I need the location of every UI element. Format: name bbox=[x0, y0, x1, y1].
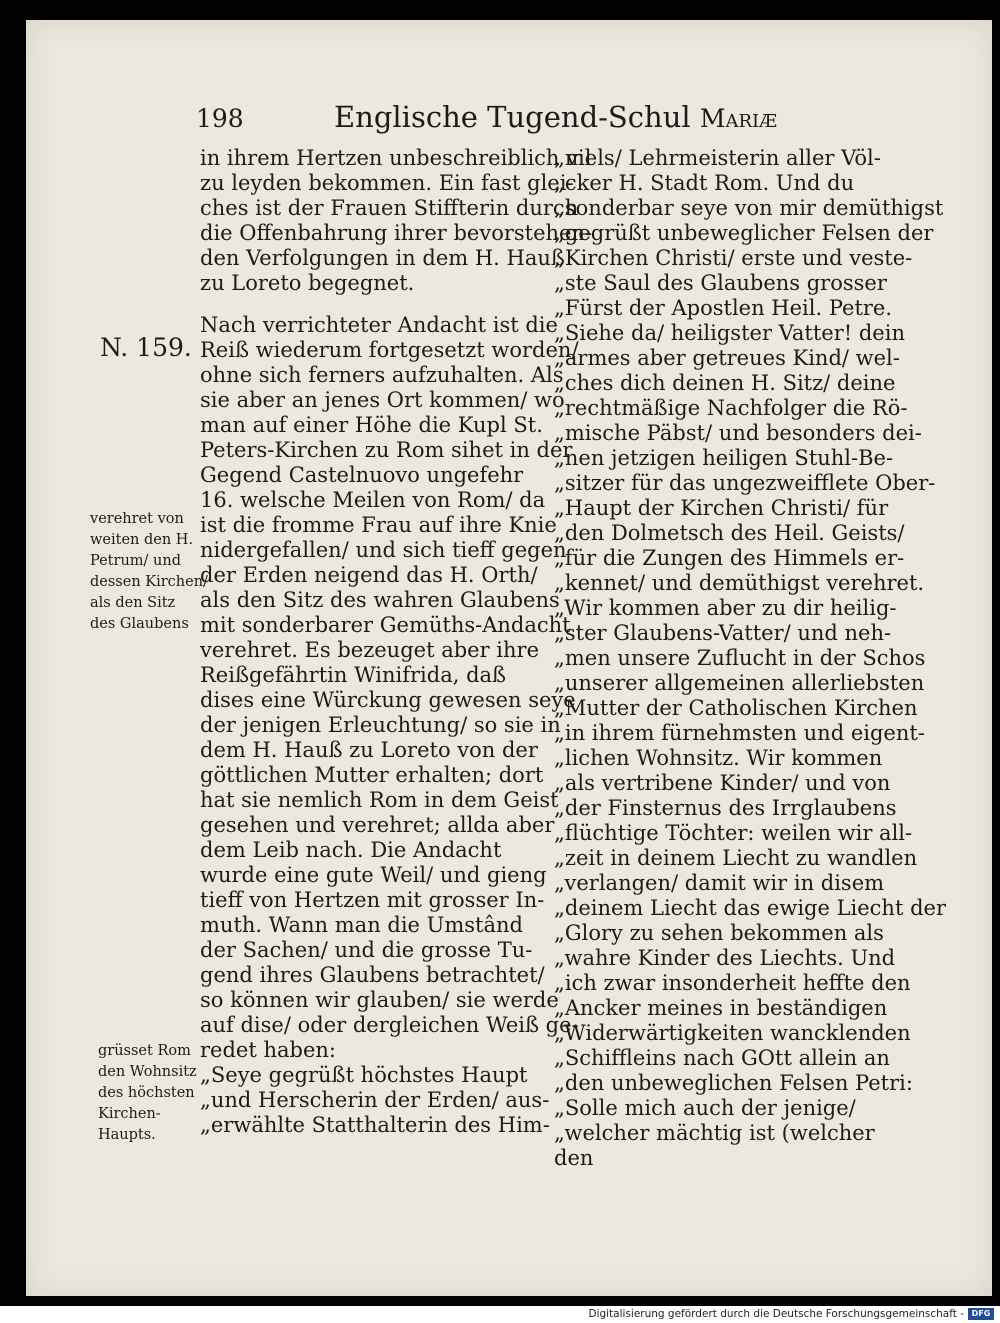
text-line: „in ihrem fürnehmsten und eigent- bbox=[554, 721, 925, 745]
text-line: mit sonderbarer Gemüths-Andacht bbox=[200, 613, 571, 637]
paragraph-1 bbox=[200, 146, 593, 296]
text-line: gesehen und verehret; allda aber bbox=[200, 813, 555, 837]
text-line: tieff von Hertzen mit grosser In- bbox=[200, 888, 545, 912]
text-line: „ches dich deinen H. Sitz/ deine bbox=[554, 371, 896, 395]
text-line: „und Herscherin der Erden/ aus- bbox=[200, 1088, 550, 1112]
text-line: „Seye gegrüßt höchstes Haupt bbox=[200, 1063, 528, 1087]
text-line: nidergefallen/ und sich tieff gegen bbox=[200, 538, 567, 562]
running-head-name: Mariæ bbox=[699, 104, 778, 133]
running-head bbox=[334, 100, 777, 134]
margin-note-line: des höchsten bbox=[98, 1085, 195, 1101]
text-line: „Fürst der Apostlen Heil. Petre. bbox=[554, 296, 893, 320]
text-line: Reißgefährtin Winifrida, daß bbox=[200, 663, 507, 687]
text-line: der Erden neigend das H. Orth/ bbox=[200, 563, 538, 587]
text-line: „cker H. Stadt Rom. Und du bbox=[554, 171, 855, 195]
margin-note-line: Haupts. bbox=[98, 1127, 156, 1143]
text-line: „ste Saul des Glaubens grosser bbox=[554, 271, 887, 295]
footer-credit: Digitalisierung gefördert durch die Deutsche Forschungsgemeinschaft - bbox=[588, 1308, 964, 1320]
margin-note-1 bbox=[90, 509, 208, 635]
text-line: redet haben: bbox=[200, 1038, 336, 1062]
paragraph-2 bbox=[200, 313, 579, 1138]
text-line: den bbox=[554, 1146, 594, 1170]
text-line: „nen jetzigen heiligen Stuhl-Be- bbox=[554, 446, 894, 470]
text-line: „Ancker meines in beständigen bbox=[554, 996, 888, 1020]
margin-note-line: verehret von bbox=[90, 511, 184, 527]
margin-note-line: dessen Kirchen/ bbox=[90, 574, 208, 590]
text-line: „Mutter der Catholischen Kirchen bbox=[554, 696, 918, 720]
text-line: Peters-Kirchen zu Rom sihet in der bbox=[200, 438, 573, 462]
text-line: „armes aber getreues Kind/ wel- bbox=[554, 346, 900, 370]
text-line: „mels/ Lehrmeisterin aller Völ- bbox=[554, 146, 881, 170]
text-line: „deinem Liecht das ewige Liecht der bbox=[554, 896, 946, 920]
text-line: „Wir kommen aber zu dir heilig- bbox=[554, 596, 897, 620]
text-line: ches ist der Frauen Stiffterin durch bbox=[200, 196, 579, 220]
paragraph-continued bbox=[554, 146, 946, 1171]
text-line: die Offenbahrung ihrer bevorstehen- bbox=[200, 221, 593, 245]
text-line: „Haupt der Kirchen Christi/ für bbox=[554, 496, 889, 520]
margin-note-line: des Glaubens bbox=[90, 616, 189, 632]
text-line: „sitzer für das ungezweifflete Ober- bbox=[554, 471, 936, 495]
text-line: „welcher mächtig ist (welcher bbox=[554, 1121, 875, 1145]
text-line: „den Dolmetsch des Heil. Geists/ bbox=[554, 521, 905, 545]
text-line: ist die fromme Frau auf ihre Knie bbox=[200, 513, 557, 537]
text-line: „den unbeweglichen Felsen Petri: bbox=[554, 1071, 913, 1095]
text-line: „kennet/ und demüthigst verehret. bbox=[554, 571, 925, 595]
text-line: zu leyden bekommen. Ein fast glei- bbox=[200, 171, 574, 195]
text-line: „ster Glaubens-Vatter/ und neh- bbox=[554, 621, 892, 645]
text-line: „Schiffleins nach GOtt allein an bbox=[554, 1046, 890, 1070]
text-line: ohne sich ferners aufzuhalten. Als bbox=[200, 363, 564, 387]
text-line: als den Sitz des wahren Glaubens bbox=[200, 588, 560, 612]
text-line: der jenigen Erleuchtung/ so sie in bbox=[200, 713, 561, 737]
text-line: in ihrem Hertzen unbeschreiblich vil bbox=[200, 146, 592, 170]
margin-note-line: grüsset Rom bbox=[98, 1043, 191, 1059]
left-text-column bbox=[200, 146, 593, 1138]
text-line: gend ihres Glaubens betrachtet/ bbox=[200, 963, 545, 987]
margin-note-line: den Wohnsitz bbox=[98, 1064, 197, 1080]
text-line: „sonderbar seye von mir demüthigst bbox=[554, 196, 944, 220]
footer-bar bbox=[0, 1306, 1000, 1323]
text-line: „erwählte Statthalterin des Him- bbox=[200, 1113, 550, 1137]
text-line: auf dise/ oder dergleichen Weiß ge- bbox=[200, 1013, 579, 1037]
text-line: Reiß wiederum fortgesetzt worden/ bbox=[200, 338, 579, 362]
text-line: „Glory zu sehen bekommen als bbox=[554, 921, 884, 945]
text-line: „gegrüßt unbeweglicher Felsen der bbox=[554, 221, 934, 245]
text-line: man auf einer Höhe die Kupl St. bbox=[200, 413, 543, 437]
text-line: der Sachen/ und die grosse Tu- bbox=[200, 938, 533, 962]
text-line: „Kirchen Christi/ erste und veste- bbox=[554, 246, 913, 270]
text-line: verehret. Es bezeuget aber ihre bbox=[200, 638, 540, 662]
text-line: „rechtmäßige Nachfolger die Rö- bbox=[554, 396, 908, 420]
text-line: „men unsere Zuflucht in der Schos bbox=[554, 646, 926, 670]
text-line: „unserer allgemeinen allerliebsten bbox=[554, 671, 925, 695]
text-line: zu Loreto begegnet. bbox=[200, 271, 415, 295]
text-line: „mische Päbst/ und besonders dei- bbox=[554, 421, 922, 445]
text-line: sie aber an jenes Ort kommen/ wo bbox=[200, 388, 565, 412]
text-line: „verlangen/ damit wir in disem bbox=[554, 871, 885, 895]
text-line: „flüchtige Töchter: weilen wir all- bbox=[554, 821, 913, 845]
margin-note-2 bbox=[98, 1041, 197, 1146]
text-line: „Widerwärtigkeiten wancklenden bbox=[554, 1021, 911, 1045]
text-line: Nach verrichteter Andacht ist die bbox=[200, 313, 558, 337]
margin-note-line: als den Sitz bbox=[90, 595, 176, 611]
text-line: wurde eine gute Weil/ und gieng bbox=[200, 863, 547, 887]
page-number: 198 bbox=[196, 104, 244, 133]
text-line: „ich zwar insonderheit heffte den bbox=[554, 971, 911, 995]
margin-note-line: weiten den H. bbox=[90, 532, 194, 548]
text-line: „der Finsternus des Irrglaubens bbox=[554, 796, 897, 820]
text-line: „wahre Kinder des Liechts. Und bbox=[554, 946, 896, 970]
text-line: 16. welsche Meilen von Rom/ da bbox=[200, 488, 546, 512]
text-line: muth. Wann man die Umstând bbox=[200, 913, 523, 937]
section-marker: N. 159. bbox=[100, 333, 192, 362]
text-line: „zeit in deinem Liecht zu wandlen bbox=[554, 846, 918, 870]
text-line: dises eine Würckung gewesen seye bbox=[200, 688, 576, 712]
text-line: „Solle mich auch der jenige/ bbox=[554, 1096, 856, 1120]
text-line: göttlichen Mutter erhalten; dort bbox=[200, 763, 544, 787]
text-line: „lichen Wohnsitz. Wir kommen bbox=[554, 746, 883, 770]
right-text-column bbox=[554, 146, 946, 1171]
text-line: „als vertribene Kinder/ und von bbox=[554, 771, 891, 795]
margin-note-line: Petrum/ und bbox=[90, 553, 181, 569]
text-line: „Siehe da/ heiligster Vatter! dein bbox=[554, 321, 905, 345]
text-line: „für die Zungen des Himmels er- bbox=[554, 546, 905, 570]
margin-note-line: Kirchen- bbox=[98, 1106, 161, 1122]
text-line: hat sie nemlich Rom in dem Geist bbox=[200, 788, 559, 812]
text-line: so können wir glauben/ sie werde bbox=[200, 988, 559, 1012]
running-head-title: Englische Tugend-Schul bbox=[334, 100, 691, 134]
text-line: dem H. Hauß zu Loreto von der bbox=[200, 738, 538, 762]
dfg-logo-icon: DFG bbox=[968, 1308, 994, 1320]
text-line: Gegend Castelnuovo ungefehr bbox=[200, 463, 524, 487]
text-line: den Verfolgungen in dem H. Hauß bbox=[200, 246, 565, 270]
text-line: dem Leib nach. Die Andacht bbox=[200, 838, 502, 862]
